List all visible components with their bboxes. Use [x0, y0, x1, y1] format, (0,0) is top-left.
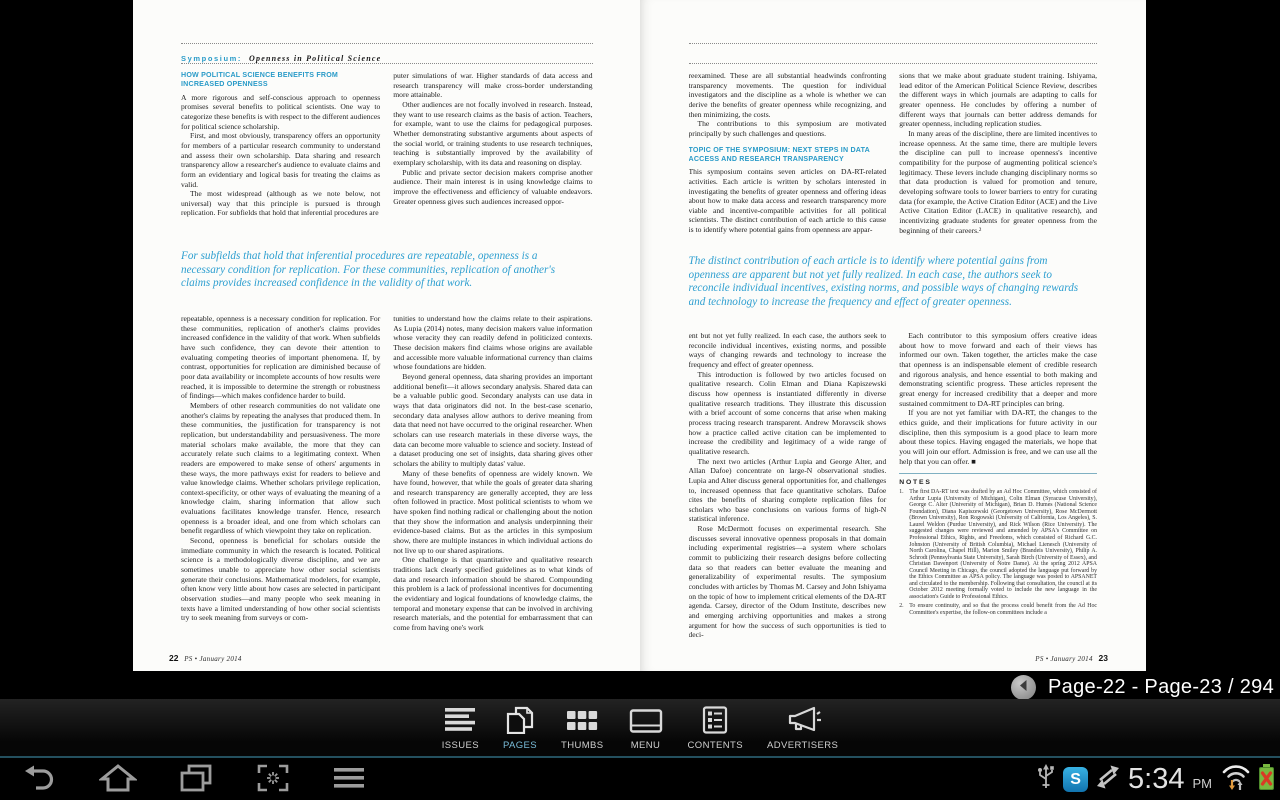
wifi-status-icon: [1221, 763, 1251, 796]
body-paragraph: One challenge is that quantitative and qualitative research traditions lack clearly specified guidelines as to what kinds of data and research information should be shared. Compounding this problem is a lack of professional incentives for documenting the evidentiary and logical foundations of knowledge claims, the temporal and monetary expense that can be involved in archiving research materials, and the potential for embarrassment that can come from having one's work: [393, 555, 593, 632]
tab-label: MENU: [630, 740, 661, 751]
symposium-header: [181, 43, 593, 64]
tab-menu[interactable]: [628, 708, 664, 751]
body-paragraph: If you are not yet familiar with DA-RT, the changes to the ethics guide, and their implications for future activity in our discipline, then this symposium is a good place to learn more about these topics. Having engaged the materials, we hope that you will join our effort. Admission is free, and we can use all the help that you can offer. ■: [899, 408, 1097, 466]
back-nav-icon: [22, 763, 58, 796]
body-paragraph: Other audiences are not focally involved in research. Instead, they want to use research claims as the basis of action. Teachers, for example, want to use the claims for pedagogical purposes. Whether demonstrating substantive arguments about aspects of the social world, or training students to use research techniques, teaching is substantially improved by the availability of exemplary scholarship, with its data and reasoning on display.: [393, 99, 593, 167]
body-paragraph: Beyond general openness, data sharing provides an important additional benefit—it allows secondary analysis. Shared data can be a valuable public good. Secondary analysts can use data in ways that data originators did not. In the best-case scenario, secondary data analyses allow authors to derive meaning from data that need not have occurred to the original researcher. When scholars can use research materials in these diverse ways, the data can become more valuable to science and society. Instead of a dataset producing one set of insights, data sharing gives other scholars the ability to multiply datas' value.: [393, 371, 593, 468]
skype-notification-icon: S: [1063, 767, 1088, 792]
issues-icon: [443, 707, 477, 737]
section-heading: TOPIC OF THE SYMPOSIUM: NEXT STEPS IN DATA ACCESS AND RESEARCH TRANSPARENCY: [688, 145, 870, 163]
page-indicator-label: Page-22 - Page-23 / 294: [1048, 675, 1274, 698]
menu-lines-icon: [332, 763, 366, 796]
journal-name: PS • January 2014: [184, 655, 242, 663]
body-paragraph: This symposium contains seven articles on DA-RT-related activities. Each article is written by scholars interested in investigating the benefits of greater openness and offering ideas about how to make data access and research transparency more viable and incentive-compatible activities for all political scientists. The distinct contribution of each article to this cause is to identify where potential gains from openness are appar-: [688, 167, 887, 235]
contents-list-icon: [701, 706, 729, 737]
footnote: [899, 603, 1097, 616]
body-paragraph: Many of these benefits of openness are widely known. We have found, however, that while the goals of greater data sharing and research transparency are generally accepted, they are less often followed in practice. Most political scientists to whom we have spoken find nothing radical or challenging about the notion that they show the information and analysis underpinning their evidence-based claims. But as the articles in this symposium show, there are multiple instances in which individual actions do not live up to our shared aspirations.: [393, 468, 593, 555]
page-number: 22: [169, 653, 179, 663]
right-page-top-section: [689, 71, 1098, 239]
magazine-spread[interactable]: [133, 0, 1146, 671]
left-page-bottom-section: [181, 314, 593, 652]
journal-name: PS • January 2014: [1035, 655, 1093, 663]
tab-issues[interactable]: [442, 707, 479, 751]
footnote-text: To ensure continuity, and so that the process could benefit from the Ad Hoc Committee's expertise, the follow-on committees include a: [909, 603, 1097, 617]
tab-pages[interactable]: [503, 706, 537, 751]
tab-label: ADVERTISERS: [766, 740, 839, 751]
home-icon: [99, 763, 137, 796]
page-23: [640, 0, 1147, 671]
notes-heading: NOTES: [899, 479, 932, 487]
body-paragraph: Public and private sector decision makers comprise another audience. Their main interest is in using knowledge claims to improve the effectiveness and efficiency of valuable endeavors. Greater openness gives such audiences increased oppor-: [393, 167, 593, 206]
body-paragraph: A more rigorous and self-conscious approach to openness promises several benefits to political scientists. One way to categorize these benefits is with respect to the different audiences for political science scholarship.: [181, 92, 381, 131]
usb-icon: [1036, 762, 1056, 797]
clock-ampm: PM: [1192, 776, 1212, 791]
clock-time: 5:34: [1128, 763, 1185, 795]
pull-quote: For subfields that hold that inferential procedures are repeatable, openness is a necessary condition for replication. For these communities, replication of another's claims provides increased confidence in the validity of that work.: [181, 250, 556, 290]
footnote-number: 2.: [899, 603, 904, 610]
status-area: [1036, 762, 1275, 797]
body-paragraph: reexamined. These are all substantial headwinds confronting transparency movements. The question for individual investigators and the discipline as a whole is whether we can derive the benefits of greater openness while recognizing, and then minimizing, the costs.: [688, 71, 887, 119]
body-paragraph: puter simulations of war. Higher standards of data access and research transparency will make cross-border understanding more attainable.: [393, 71, 593, 100]
symposium-header-rule: [689, 43, 1098, 64]
symposium-title: Openness in Political Science: [249, 54, 382, 63]
recent-apps-icon: [178, 763, 214, 796]
body-paragraph: In many areas of the discipline, there are limited incentives to increase openness. At the same time, there are multiple levers the discipline can pull to increase openness's incentive compatibility for the purpose of augmenting political science's legitimacy. These levers include changing disciplinary norms so that data production is valued for promotion and tenure, developing software tools to lower barriers to entry for curating data (for example, the Active Citation Editor (ACE) and the Live Active Citation Editor (LACE) in qualitative research), and incentivizing graduate students for greater openness from the beginning of their careers.²: [899, 128, 1097, 235]
megaphone-icon: [784, 706, 822, 737]
body-paragraph: The most widespread (although as we note below, not universal) way that this principle is pursued is through replication. For subfields that hold that inferential procedures are: [181, 189, 381, 218]
page-22: [133, 0, 640, 671]
thumbnails-grid-icon: [566, 708, 598, 737]
battery-alert-icon: [1258, 764, 1275, 796]
screenshot-button[interactable]: [255, 763, 291, 796]
tab-label: ISSUES: [441, 740, 479, 751]
pages-icon: [504, 706, 536, 737]
tab-advertisers[interactable]: [767, 706, 838, 751]
footnote: [899, 489, 1097, 600]
notes-divider: [899, 473, 1097, 474]
window-menu-icon: [628, 708, 664, 737]
pull-quote: The distinct contribution of each article is to identify where potential gains from openness are apparent but not yet fully realized. In each case, the authors seek to reconcile individual incentives, existing norms, and possible ways of changing rewards and technology to increase the frequency and effect of greater openness.: [688, 255, 1079, 308]
body-paragraph: ent but not yet fully realized. In each case, the authors seek to reconcile individual incentives, existing norms, and possible ways of changing rewards and technology to increase the frequency and effect of greater openness.: [688, 331, 887, 369]
left-page-top-section: [181, 71, 593, 241]
body-paragraph: The contributions to this symposium are motivated principally by such challenges and questions.: [688, 119, 887, 138]
tab-label: THUMBS: [561, 740, 604, 751]
footnote-text: The first DA-RT text was drafted by an Ad Hoc Committee, which consisted of Arthur Lupia (University of Michigan), Colin Elman (Syracuse University), George C. Alter (University of Michigan), Brian D. Humes (National Science Foundation), Diana Kapiszewski (Georgetown University), Rose McDermott (Brown University), Ron Rogowski (University of California, Los Angeles), S. Laurel Weldon (Purdue University), and Rick Wilson (Rice University). The suggested changes were reviewed and amended by APSA's Committee on Professional Ethics, Rights, and Freedoms, which consisted of Richard G.C. Johnston (University of British Columbia), Michael Lienesch (University of North Carolina, Chapel Hill), Marion Smiley (Brandeis University), Philip A. Schrodt (Pennsylvania State University), Sarah Birch (University of Essex), and Christian Davenport (University of Notre Dame). At the spring 2012 APSA Council Meeting in Chicago, the council adopted the language put forward by the Ethics Committee as APSA policy. The language was posted to APSANET and circulated to the membership. Following that consultation, the council at its October 2012 meeting formally voted to include the new language in the association's Guide to Professional Ethics.: [909, 489, 1097, 600]
navigation-buttons: [22, 763, 366, 796]
body-paragraph: The next two articles (Arthur Lupia and George Alter, and Allan Dafoe) concentrate on large-N observational studies. Lupia and Alter discuss general opportunities for, and challenges to, increased openness that face quantitative scholars. Dafoe cites the benefits of sharing complete replication files for scholars who base conclusions on various forms of high-N statistical inference.: [688, 456, 887, 524]
body-paragraph: Rose McDermott focuses on experimental research. She discusses several innovative openness proposals in that domain including experimental registries—a system where scholars commit to publicizing their research designs before collecting data so that readers can better evaluate the meaning and generalizability of experimental results. The symposium concludes with articles by Thomas M. Carsey and John Ishiyama on the topic of how to implement critical elements of the DA-RT agenda. Carsey, director of the Odum Institute, describes new and emerging archiving opportunities and makes a strong argument for how the success of such opportunities is tied to deci-: [688, 524, 887, 640]
section-heading: HOW POLITICAL SCIENCE BENEFITS FROM INCREASED OPENNESS: [181, 71, 339, 89]
tab-label: CONTENTS: [687, 740, 743, 751]
previous-page-button[interactable]: [1011, 675, 1036, 700]
page-number: 23: [1098, 653, 1108, 663]
footnote-number: 1.: [899, 489, 904, 496]
body-paragraph: This introduction is followed by two articles focused on qualitative research. Colin Elman and Diana Kapiszewski discuss how openness is instantiated differently in diverse qualitative research traditions. They illustrate this discussion with a brief account of some concerns that arise when making process tracing research transparent. Andrew Moravscik shows how a practice called active citation can be implemented to increase the credibility and legitimacy of a wide range of qualitative research.: [688, 369, 887, 456]
back-arrow-icon: [1017, 679, 1030, 695]
recent-apps-button[interactable]: [178, 763, 214, 796]
right-page-bottom-section: [689, 331, 1098, 643]
body-paragraph: sions that we make about graduate student training. Ishiyama, lead editor of the American Political Science Review, describes the different ways in which journals are adapting to calls for greater openness. He concludes by offering a number of different ways that journals can better address demands for greater openness, including replication studies.: [899, 71, 1097, 129]
tab-label: PAGES: [502, 740, 538, 751]
system-bar: [0, 759, 1280, 800]
body-paragraph: repeatable, openness is a necessary condition for replication. For these communities, replication of another's claims provides increased confidence in the validity of that work. When subfields have such confidence, they can devote their attention to evaluating competing theories of important phenomena. If, by contrast, opportunities for replication are diminished because of poor data availability or incomplete accounts of how results were reached, it is impossible to determine the strength or robustness of findings—which makes confidence harder to build.: [181, 314, 381, 401]
body-paragraph: Each contributor to this symposium offers creative ideas about how to move forward and each of their views has informed our own. Taken together, the articles make the case that openness is an indispensable element of credible research and rigorous analysis, and hence essential to both making and demonstrating scientific progress. These articles represent the great energy for increased credibility that a deeper and more sustained commitment to DA-RT principles can bring.: [899, 331, 1097, 408]
tab-thumbs[interactable]: [561, 708, 604, 751]
body-paragraph: Members of other research communities do not validate one another's claims by repeating the analyses that produced them. In these communities, the justification for transparency is not replication, but understandability and persuasiveness. The more material scholars make available, the more that they can accurately relate such claims to a legitimating context. When readers are empowered to make sense of others' arguments in these ways, the more pathways exist for readers to believe and value knowledge claims. Whether scholars privilege replication, context-specificity, or other ways of evaluating the meaning of a knowledge claim, sharing information that allow such evaluations facilitates knowledge transfer. Hence, research openness is a broader ideal, and one from which scholars can benefit regardless of which viewpoint they take on replication.: [181, 400, 381, 536]
data-transfer-icon: [1095, 764, 1121, 795]
symposium-label: Symposium:: [181, 54, 243, 63]
tab-contents[interactable]: [688, 706, 743, 751]
body-paragraph: Second, openness is beneficial for scholars outside the immediate community in which the research is located. Political science is a methodologically diverse discipline, and we are sometimes unable to appreciate how other social scientists generate their conclusions. Mathematical modelers, for example, often know very little about how cases are selected in participant observation studies—and many people who seek meaning in texts have a limited understanding of how other social scientists try to seek meaning from surveys or com-: [181, 536, 381, 623]
reader-toolbar: [0, 699, 1280, 758]
body-paragraph: tunities to understand how the claims relate to their aspirations. As Lupia (2014) notes, many decision makers value information whose veracity they can readily defend in politicized contexts. These decision makers find claims whose origins are available and accessible more valuable informational currency than claims whose foundations are hidden.: [393, 314, 593, 372]
screenshot-icon: [255, 763, 291, 796]
menu-button[interactable]: [332, 763, 366, 796]
body-paragraph: First, and most obviously, transparency offers an opportunity for members of a particular research community to understand and assess their own scholarship. Data sharing and research transparency allow a researcher's audience to evaluate claims and form an evidentiary and logical basis for treating the claims as valid.: [181, 131, 381, 189]
page-footer: [169, 653, 246, 663]
back-button[interactable]: [22, 763, 58, 796]
page-indicator: [1011, 672, 1274, 702]
home-button[interactable]: [99, 763, 137, 796]
page-footer: [1031, 653, 1108, 663]
